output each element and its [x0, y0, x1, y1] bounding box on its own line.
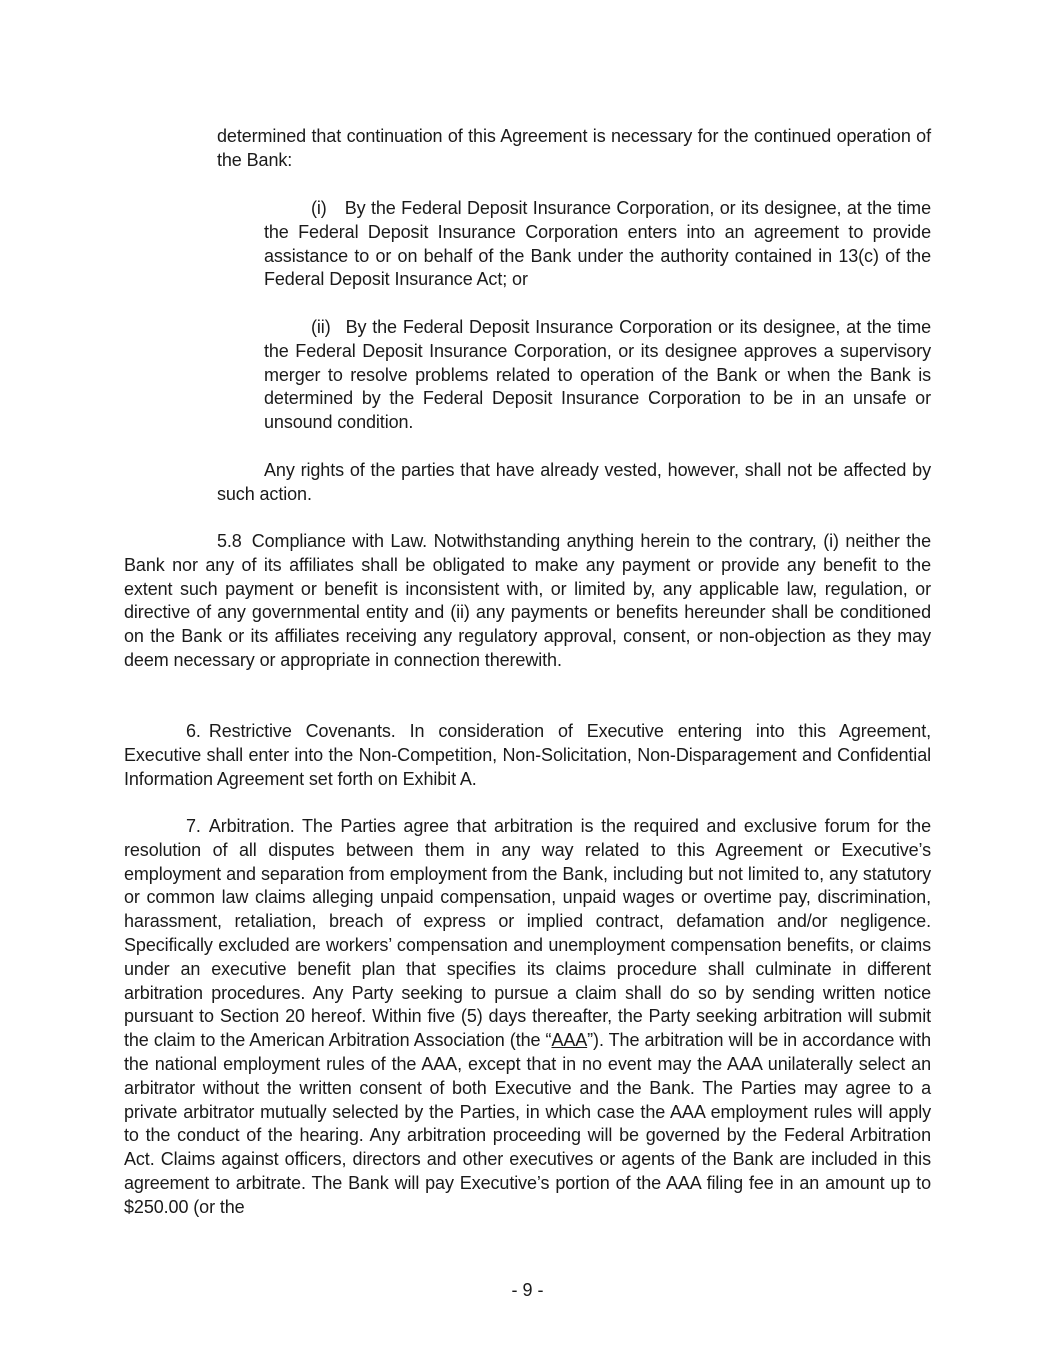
continuation-paragraph — [217, 125, 931, 173]
clause-label-i: (i) — [311, 198, 327, 218]
section-7: 7. Arbitration. The Parties agree that arbitration is the required and exclusive forum for the resolution of all disputes between them in any way related to this Agreement or Executive’s employment and separation from employment from the Bank, including but not limited to, any statutory or common law claims alleging unpaid compensation, unpaid wages or overtime pay, discrimination, harassment, retaliation, breach of express or implied contract, defamation and/or negligence. Specifically excluded are workers’ compensation and unemployment compensation benefits, or claims under an executive benefit plan that specifies its claims procedure shall culminate in different arbitration procedures. Any Party seeking to pursue a claim shall do so by sending written notice pursuant to Section 20 hereof. Within five (5) days thereafter, the Party seeking arbitration will submit the claim to the American Arbitration Association (the “AAA”). The arbitration will be in accordance with the national employment rules of the AAA, except that in no event may the AAA unilaterally select an arbitrator without the written consent of both Executive and the Bank. The Parties may agree to a private arbitrator mutually selected by the Parties, in which case the AAA employment rules will apply to the conduct of the hearing. Any arbitration proceeding will be governed by the Federal Arbitration Act. Claims against officers, directors and other executives or agents of the Bank are included in this agreement to arbitrate. The Bank will pay Executive’s portion of the AAA filing fee in an amount up to $250.00 (or the — [124, 816, 931, 1217]
section-6-text: In consideration of Executive entering into this Agreement, Executive shall enter into the Non-Competition, Non-Solicitation, Non-Disparagement and Confidential Information Agreement set forth on Exhibit A. — [124, 721, 931, 789]
clause-text-ii: By the Federal Deposit Insurance Corporation or its designee, at the time the Federal Deposit Insurance Corporation, or its designee approves a supervisory merger to resolve problems related to operation of the Bank or when the Bank is determined by the Federal Deposit Insurance Corporation to be in an unsafe or unsound condition. — [264, 317, 931, 433]
section-6: 6. Restrictive Covenants. In consideration of Executive entering into this Agreement, Executive shall enter into the Non-Competition, Non-Solicitation, Non-Disparagement and Confidential Information Agreement set forth on Exhibit A. — [124, 721, 931, 789]
section-5-8: 5.8 Compliance with Law. Notwithstanding anything herein to the contrary, (i) neither the Bank nor any of its affiliates shall be obligated to make any payment or provide any benefit to the extent such payment or benefit is inconsistent with, or limited by, any applicable law, regulation, or directive of any governmental entity and (ii) any payments or benefits hereunder shall be conditioned on the Bank or its affiliates receiving any regulatory approval, consent, or non-objection as they may deem necessary or appropriate in connection therewith. — [124, 531, 931, 670]
clause-item-i — [264, 197, 931, 292]
section-7-text-after: ”). The arbitration will be in accordance with the national employment rules of the AAA, except that in no event may the AAA unilaterally select an arbitrator without the written consent of both Executive and the Bank. The Parties may agree to a private arbitrator mutually selected by the Parties, in which case the AAA employment rules will apply to the conduct of the hearing. Any arbitration proceeding will be governed by the Federal Arbitration Act. Claims against officers, directors and other executives or agents of the Bank are included in this agreement to arbitrate. The Bank will pay Executive’s portion of the AAA filing fee in an amount up to $250.00 (or the — [124, 1030, 931, 1217]
section-7-number: 7. — [186, 816, 201, 836]
clause-item-ii — [264, 316, 931, 435]
continuation-text: determined that continuation of this Agreement is necessary for the continued operation of the Bank: — [217, 126, 931, 170]
section-5-8-number: 5.8 — [217, 531, 242, 551]
page-number: - 9 - — [511, 1280, 544, 1300]
section-5-8-heading: Compliance with Law — [251, 531, 423, 551]
vested-rights-paragraph — [217, 459, 931, 507]
clause-label-ii: (ii) — [311, 317, 331, 337]
vested-rights-text: Any rights of the parties that have already vested, however, shall not be affected by such action. — [217, 460, 931, 504]
section-7-heading: Arbitration — [208, 816, 290, 836]
defined-term-aaa: AAA — [551, 1030, 588, 1051]
section-6-number: 6. — [186, 721, 201, 741]
section-5-8-text: Notwithstanding anything herein to the contrary, (i) neither the Bank nor any of its affiliates shall be obligated to make any payment or provide any benefit to the extent such payment or benefit is inconsistent with, or limited by, any applicable law, regulation, or directive of any governmental entity and (ii) any payments or benefits hereunder shall be conditioned on the Bank or its affiliates receiving any regulatory approval, consent, or non-objection as they may deem necessary or appropriate in connection therewith. — [124, 531, 931, 670]
clause-text-i: By the Federal Deposit Insurance Corporation, or its designee, at the time the Federal Deposit Insurance Corporation enters into an agreement to provide assistance to or on behalf of the Bank under the authority contained in 13(c) of the Federal Deposit Insurance Act; or — [264, 198, 931, 290]
section-7-text-before: The Parties agree that arbitration is the required and exclusive forum for the resolution of all disputes between them in any way related to this Agreement or Executive’s employment and separation from employment from the Bank, including but not limited to, any statutory or common law claims alleging unpaid compensation, unpaid wages or overtime pay, discrimination, harassment, retaliation, breach of express or implied contract, defamation and/or negligence. Specifically excluded are workers’ compensation and unemployment compensation benefits, or claims under an executive benefit plan that specifies its claims procedure shall culminate in different arbitration procedures. Any Party seeking to pursue a claim shall do so by sending written notice pursuant to Section 20 hereof. Within five (5) days thereafter, the Party seeking arbitration will submit the claim to the American Arbitration Association (the “ — [124, 816, 931, 1051]
section-6-heading: Restrictive Covenants — [208, 721, 391, 741]
